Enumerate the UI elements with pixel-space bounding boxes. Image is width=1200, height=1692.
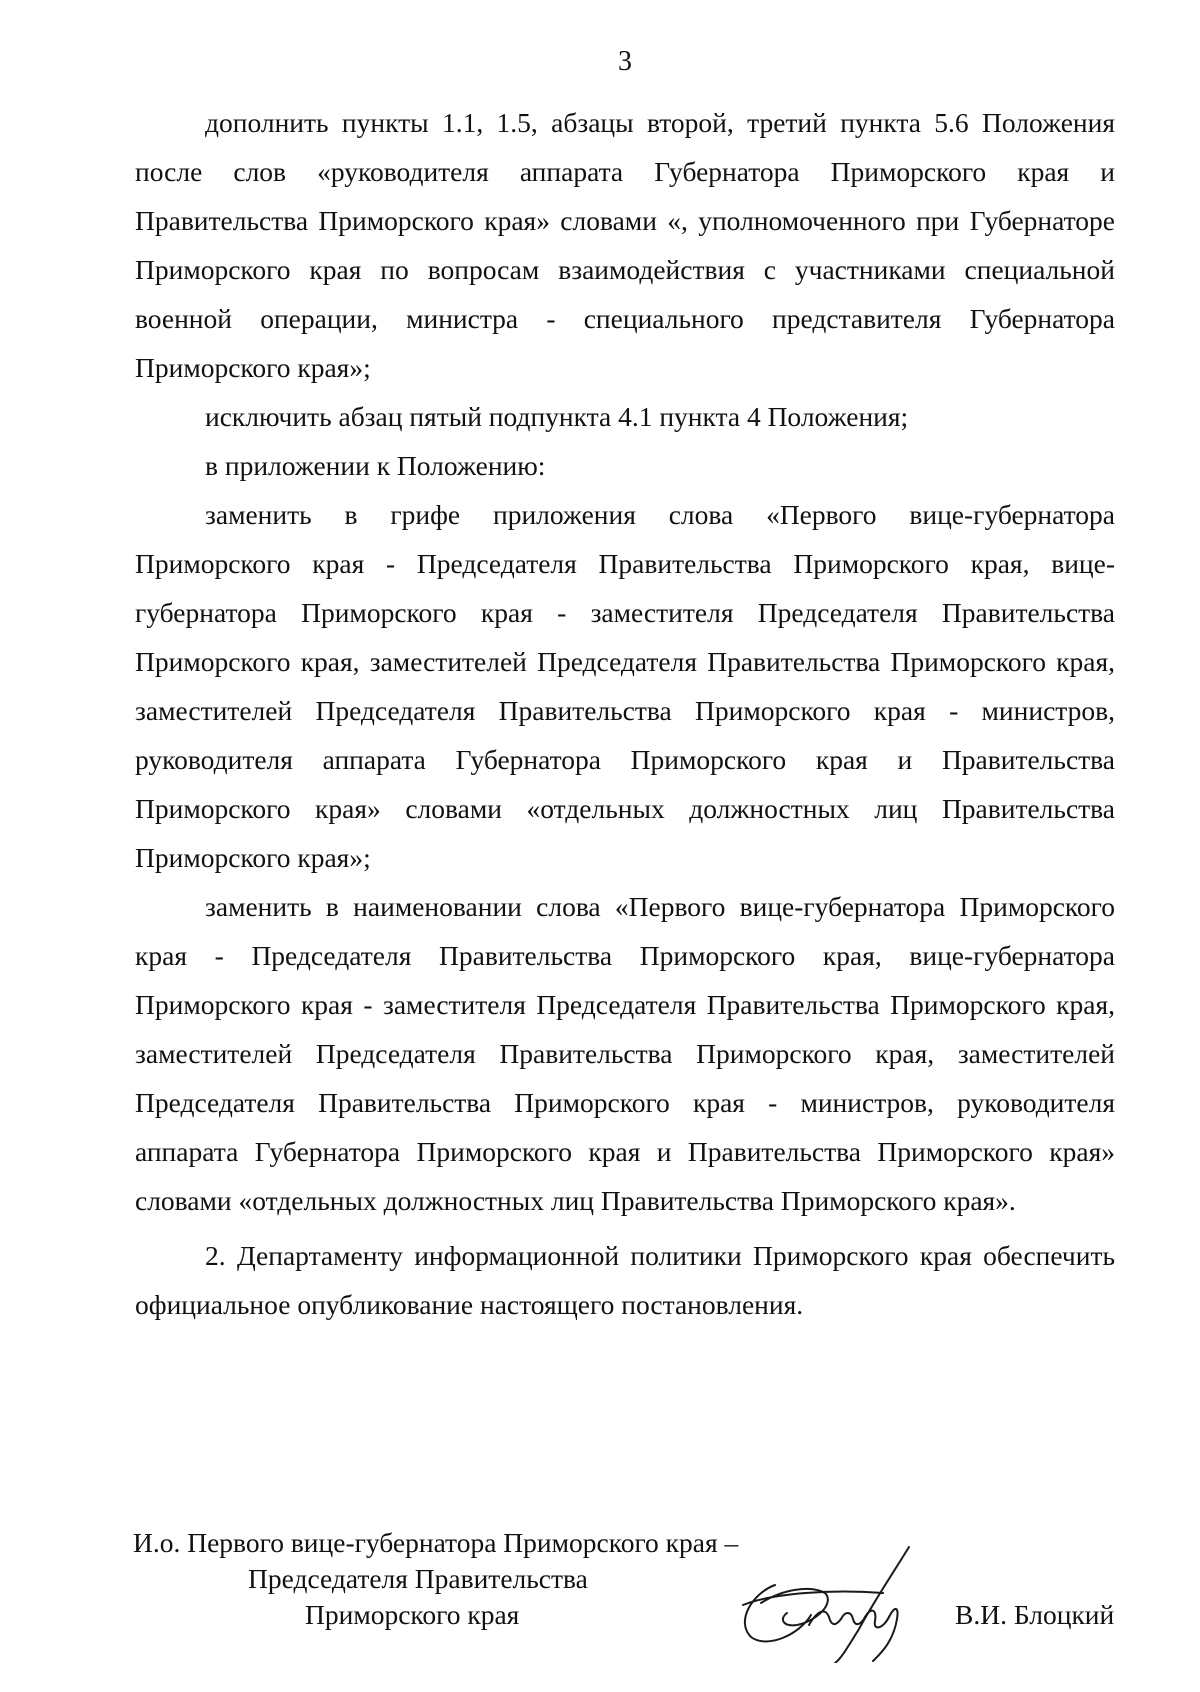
paragraph-publication: 2. Департаменту информационной политики Приморского края обеспечить официальное опубликование настоящего постановления. bbox=[135, 1240, 1115, 1320]
handwritten-signature bbox=[713, 1533, 933, 1663]
paragraph-annex-intro: в приложении к Положению: bbox=[205, 450, 546, 481]
signature-block bbox=[133, 1525, 1133, 1665]
paragraph-amend-items: дополнить пункты 1.1, 1.5, абзацы второй, третий пункта 5.6 Положения после слов «руководителя аппарата Губернатора Приморского края и Правительства Приморского края» словами «, уполномоченного при Губернаторе Приморского края по вопросам взаимодействия с участниками специальной военной операции, министра - специального представителя Губернатора Приморского края»; bbox=[135, 107, 1115, 383]
signer-name: В.И. Блоцкий bbox=[955, 1599, 1115, 1630]
page-number: 3 bbox=[618, 46, 632, 77]
signer-position-line-1: И.о. Первого вице-губернатора Приморского края – bbox=[133, 1527, 739, 1558]
paragraph-replace-stamp: заменить в грифе приложения слова «Первого вице-губернатора Приморского края - Председателя Правительства Приморского края, вице-губернатора Приморского края - заместителя Председателя Правительства Приморского края, заместителей Председателя Правительства Приморского края, заместителей Председателя Правительства Приморского края - министров, руководителя аппарата Губернатора Приморского края и Правительства Приморского края» словами «отдельных должностных лиц Правительства Приморского края»; bbox=[135, 499, 1115, 873]
paragraph-exclude-subitem: исключить абзац пятый подпункта 4.1 пункта 4 Положения; bbox=[205, 401, 909, 432]
paragraph-replace-title: заменить в наименовании слова «Первого вице-губернатора Приморского края - Председателя Правительства Приморского края, вице-губернатора Приморского края - заместителя Председателя Правительства Приморского края, заместителей Председателя Правительства Приморского края, заместителей Председателя Правительства Приморского края - министров, руководителя аппарата Губернатора Приморского края и Правительства Приморского края» словами «отдельных должностных лиц Правительства Приморского края». bbox=[135, 891, 1115, 1216]
signer-position-line-3: Приморского края bbox=[305, 1599, 520, 1630]
document-body bbox=[135, 98, 1115, 1329]
signer-position-line-2: Председателя Правительства bbox=[248, 1563, 588, 1594]
